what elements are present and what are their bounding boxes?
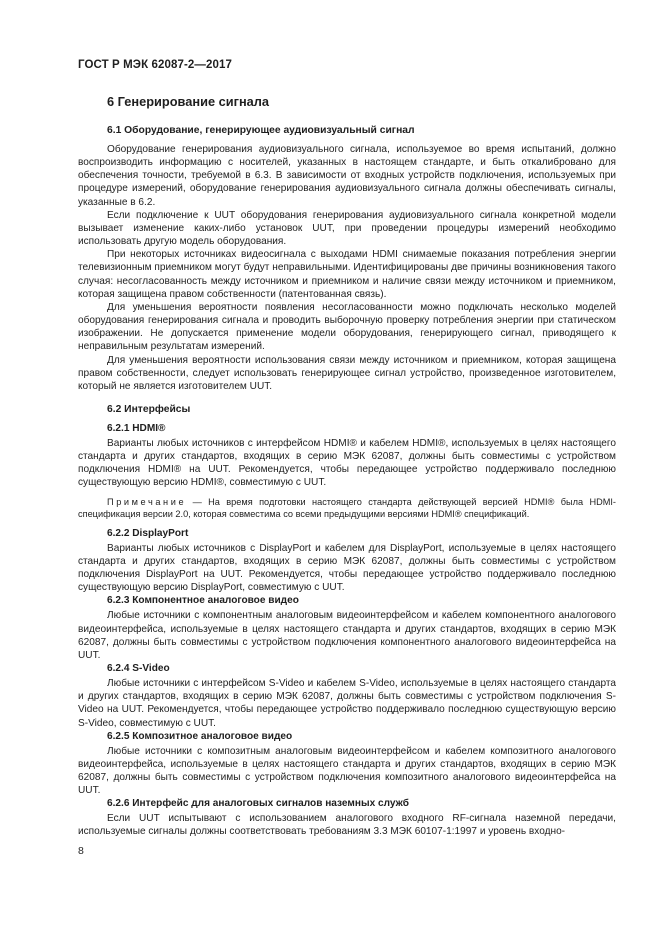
section-6-2-5-title: 6.2.5 Композитное аналоговое видео bbox=[107, 730, 293, 742]
section-6-2-6-title: 6.2.6 Интерфейс для аналоговых сигналов наземных служб bbox=[107, 798, 410, 810]
section-6-title: 6 Генерирование сигнала bbox=[107, 94, 270, 109]
note-label: Примечание bbox=[107, 496, 187, 507]
paragraph: Любые источники с компонентным аналоговым видеоинтерфейсом и кабелем компонентного аналогового видеоинтерфейса, используемые в целях настоящего стандарта и других стандартов, входящих в серию МЭК 62087, должны быть совместимы с устройством подключения компонентного аналогового видеоинтерфейса на UUT. bbox=[78, 610, 616, 661]
paragraph: Если подключение к UUT оборудования генерирования аудиовизуального сигнала конкретной модели вызывает изменение каких-либо установок UUT, при проведении процедуры измерений необходимо использовать другую модель оборудования. bbox=[78, 209, 616, 248]
paragraph: Варианты любых источников с DisplayPort и кабелем для DisplayPort, используемые в целях настоящего стандарта и других стандартов, входящих в серию МЭК 62087, должны быть совместимы с устройством подключения DisplayPort на UUT. Рекомендуется, чтобы передающее устройство поддерживало последнюю существующую версию DisplayPort, совместимую с UUT. bbox=[78, 542, 616, 594]
section-6-2-title: 6.2 Интерфейсы bbox=[107, 403, 191, 415]
page-content bbox=[78, 94, 616, 839]
section-6-2-3-title: 6.2.3 Компонентное аналоговое видео bbox=[107, 595, 299, 607]
paragraph: Оборудование генерирования аудиовизуального сигнала, используемое во время испытаний, должно воспроизводить информацию с носителей, указанных в настоящем стандарте, и быть откалибровано для обеспечения точности, требуемой в 6.3. В зависимости от входных устройств подключения, используемых при процедуре измерений, оборудование генерирования аудиовизуального сигнала должны обеспечивать сигналы, указанные в 6.2. bbox=[78, 144, 616, 208]
section-6-2-1-title: 6.2.1 HDMI® bbox=[107, 422, 166, 434]
paragraph: Варианты любых источников с интерфейсом HDMI® и кабелем HDMI®, используемых в целях настоящего стандарта и других стандартов, входящих в серию МЭК 62087, должны быть совместимы с устройством подключения HDMI® на UUT. Рекомендуется, чтобы передающее устройство поддерживало последнюю существующую версию HDMI®, совместимую с UUT. bbox=[78, 437, 616, 489]
section-6-2-2-title: 6.2.2 DisplayPort bbox=[107, 527, 189, 539]
section-6-2-4-title: 6.2.4 S-Video bbox=[107, 663, 170, 675]
paragraph: При некоторых источниках видеосигнала с выходами HDMI снимаемые показания потребления энергии телевизионным приемником могут будут неправильными. Идентифицированы две причины возникновения такого случая: несогласованность между источником и приемником и наличие связи между источником и приемником, которая защищена правом собственности (патентованная связь). bbox=[78, 249, 616, 300]
note bbox=[78, 496, 616, 521]
paragraph: Для уменьшения вероятности появления несогласованности можно подключать несколько моделей оборудования генерирования сигнала и проводить выборочную проверку потребления энергии при статическом изображении. Не допускается применение модели оборудования, генерирующего сигнал, приводящего к неправильным результатам измерений. bbox=[78, 301, 616, 353]
paragraph: Любые источники с композитным аналоговым видеоинтерфейсом и кабелем композитного аналогового видеоинтерфейса, используемые в целях настоящего стандарта и других стандартов, входящих в серию МЭК 62087, должны быть совместимы с устройством подключения композитного аналогового видеоинтерфейса на UUT. bbox=[78, 745, 616, 797]
section-6-1-title: 6.1 Оборудование, генерирующее аудиовизуальный сигнал bbox=[107, 125, 415, 136]
note-text: — На время подготовки настоящего стандарта действующей версией HDMI® была HDMI-спецификация версии 2.0, которая совместима со всеми предыдущими версиями HDMI® спецификаций. bbox=[78, 496, 616, 520]
page-number: 8 bbox=[78, 845, 84, 857]
standard-header: ГОСТ Р МЭК 62087-2—2017 bbox=[78, 59, 232, 71]
paragraph: Любые источники с интерфейсом S-Video и кабелем S-Video, используемые в целях настоящего стандарта и других стандартов, входящих в серию МЭК 62087, должны быть совместимы с устройством подключения S-Video на UUT. Рекомендуется, чтобы передающее устройство поддерживало последнюю существующую версию S-Video, совместимую с UUT. bbox=[78, 678, 616, 729]
paragraph: Для уменьшения вероятности использования связи между источником и приемником, которая защищена правом собственности, следует использовать генерирующее сигнал устройство, произведенное изготовителем, который не является изготовителем UUT. bbox=[78, 354, 616, 392]
paragraph: Если UUT испытывают с использованием аналогового входного RF-сигнала наземной передачи, используемые сигналы должны соответствовать требованиям 3.3 МЭК 60107-1:1997 и уровень входно- bbox=[78, 813, 616, 838]
